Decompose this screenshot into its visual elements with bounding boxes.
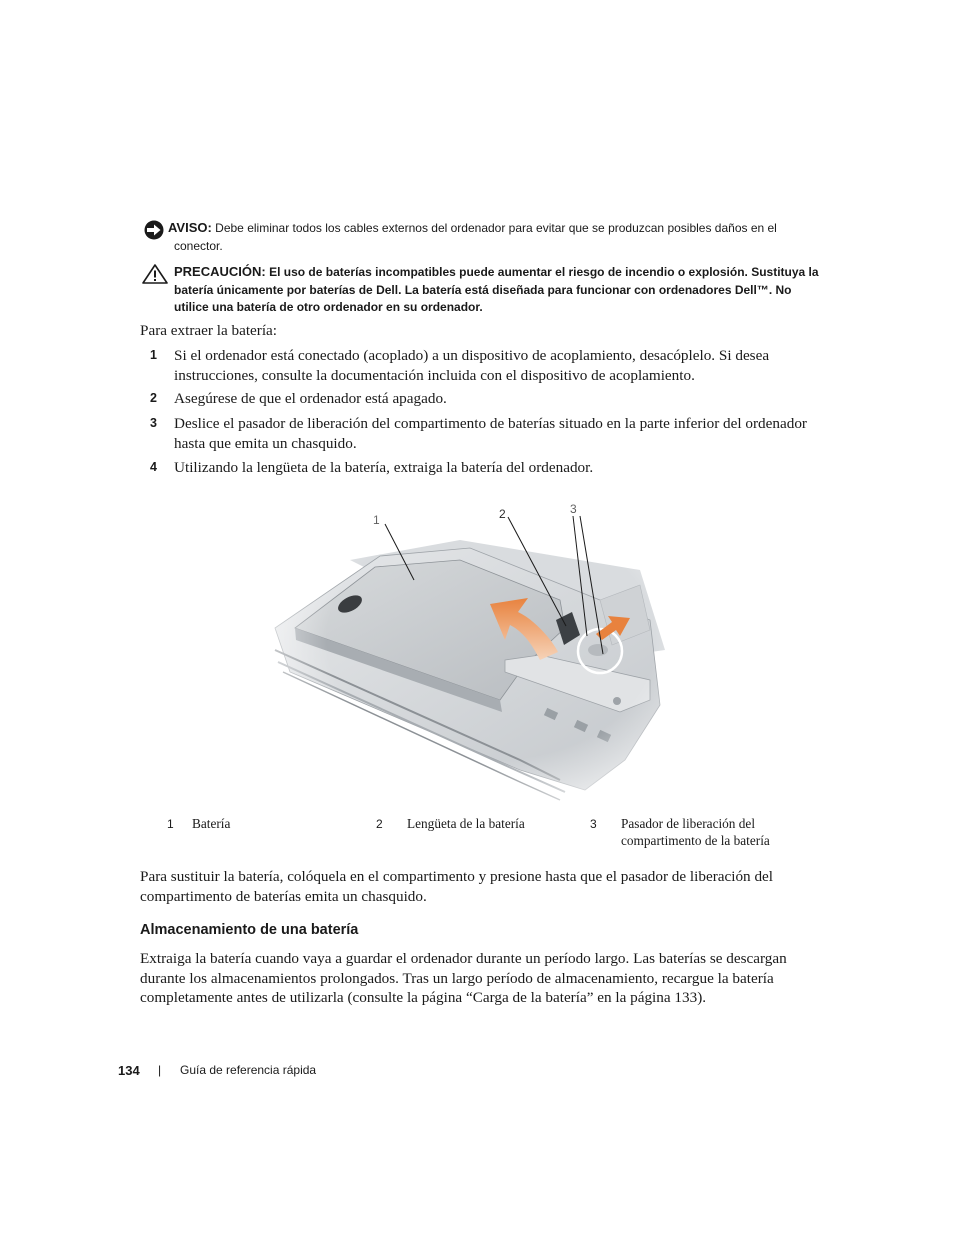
legend-num-1: 1	[167, 817, 174, 831]
legend-num	[376, 815, 383, 833]
notice-aviso-label: AVISO:	[168, 220, 212, 235]
legend-num-3: 3	[590, 817, 597, 831]
step-text: Si el ordenador está conectado (acoplado) a un dispositivo de acoplamiento, desacóplelo. Si desea instrucciones, consulte la documentación incluida con el dispositivo de acoplamiento.	[174, 347, 770, 384]
notice-aviso-text: Debe eliminar todos los cables externos del ordenador para evitar que se produzcan posibles daños en el conector.	[174, 221, 777, 253]
page-number: 134	[118, 1063, 140, 1078]
step-text: Utilizando la lengüeta de la batería, extraiga la batería del ordenador.	[174, 459, 594, 476]
legend-label-2: Lengüeta de la batería	[407, 816, 525, 831]
legend-num-2: 2	[376, 817, 383, 831]
section-heading: Almacenamiento de una batería	[140, 922, 359, 938]
notice-precaucion-text: El uso de baterías incompatibles puede aumentar el riesgo de incendio o explosión. Sustituya la batería únicamente por baterías de Dell. La batería está diseñada para funcionar con ordenadores Dell™. No utilice una batería de otro ordenador en su ordenador.	[174, 265, 819, 314]
step-number: 1	[150, 348, 157, 362]
step-number: 3	[150, 416, 157, 430]
step-text: Deslice el pasador de liberación del compartimento de baterías situado en la parte inferior del ordenador hasta que emita un chasquido.	[174, 415, 807, 452]
legend-num	[590, 815, 597, 833]
legend-label-3: Pasador de liberación del compartimento de la batería	[621, 816, 770, 848]
step-text: Asegúrese de que el ordenador está apagado.	[174, 390, 447, 407]
replace-paragraph: Para sustituir la batería, colóquela en el compartimento y presione hasta que el pasador de liberación del compartimento de baterías emita un chasquido.	[140, 868, 774, 905]
step-number: 4	[150, 460, 157, 474]
footer-title: Guía de referencia rápida	[180, 1063, 317, 1077]
footer-separator: |	[158, 1063, 162, 1077]
intro-text: Para extraer la batería:	[140, 322, 278, 339]
legend-num	[167, 815, 174, 833]
notice-precaucion-label: PRECAUCIÓN:	[174, 264, 266, 279]
step-number: 2	[150, 391, 157, 405]
storage-paragraph: Extraiga la batería cuando vaya a guardar el ordenador durante un período largo. Las baterías se descargan durante los almacenamientos prolongados. Tras un largo período de almacenamiento, recargue la batería completamente antes de utilizarla (consulte la página “Carga de la batería” en la página 133).	[140, 950, 787, 1006]
legend-label-1: Batería	[192, 816, 231, 831]
